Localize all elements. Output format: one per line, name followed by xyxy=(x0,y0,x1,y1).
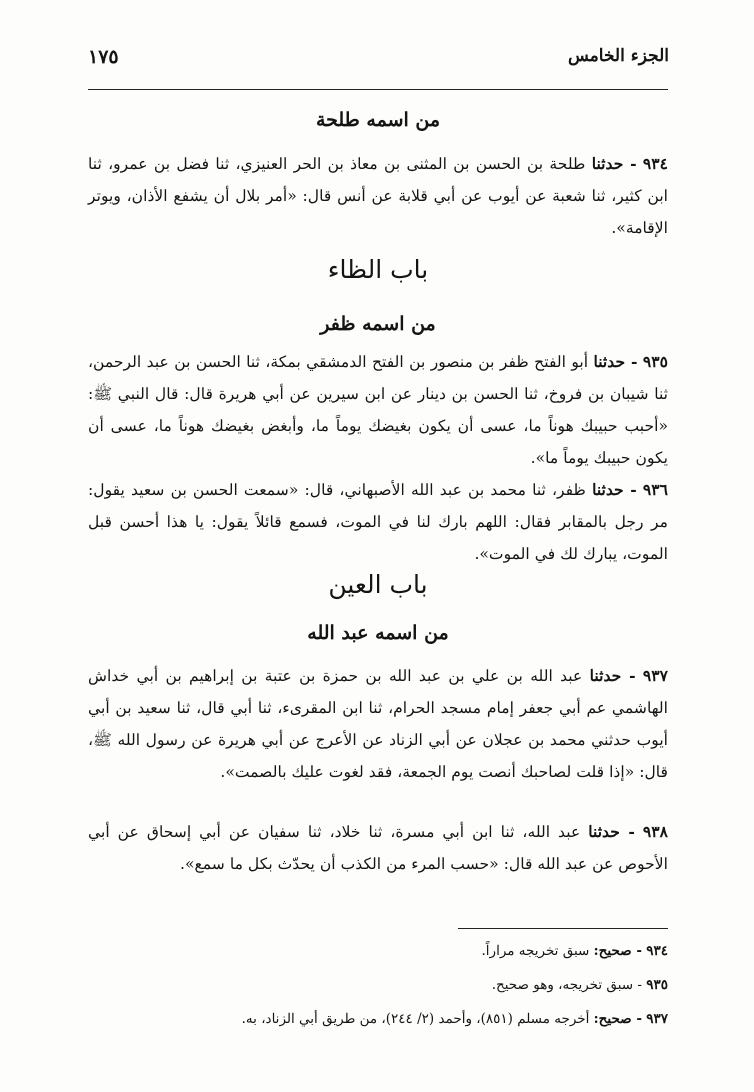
hadith-935: ٩٣٥ - حدثنا أبو الفتح ظفر بن منصور بن الفتح الدمشقي بمكة، ثنا الحسن بن عبد الرحمن، ثنا شيبان بن فروخ، ثنا الحسن بن دينار عن ابن سيرين عن أبي هريرة قال: قال النبي ﷺ: «أحبب حبيبك هوناً ما، عسى أن يكون بغيضك يوماً ما، وأبغض بغيضك هوناً ما، عسى أن يكون حبيبك يوماً ما». xyxy=(88,352,668,467)
hadith-number: ٩٣٨ xyxy=(642,822,668,841)
footnote-text: أخرجه مسلم (٨٥١)، وأحمد (٢/ ٢٤٤)، من طريق أبي الزناد، به. xyxy=(241,1011,590,1027)
footnote-text: سبق تخريجه مراراً. xyxy=(481,943,590,959)
hadith-lead: حدثنا xyxy=(593,352,626,371)
hadith-text: طلحة بن الحسن بن المثنى بن معاذ بن الحر العنيزي، ثنا فضل بن عمرو، ثنا ابن كثير، ثنا شعبة عن أيوب عن أبي قلابة عن أنس قال: «أمر بلال أن يشفع الأذان، ويوتر الإقامة». xyxy=(88,155,668,237)
footnote-number: ٩٣٤ xyxy=(646,943,668,959)
footnote-text: سبق تخريجه، وهو صحيح. xyxy=(491,977,634,993)
hadith-text: عبد الله بن علي بن عبد الله بن حمزة بن عتبة بن إبراهيم بن أبي خداش الهاشمي عم أبي جعفر إمام مسجد الحرام، ثنا ابن المقرىء، ثنا أبي قال، ثنا سعيد بن أبي أيوب حدثني محمد بن عجلان عن أبي الزناد عن الأعرج عن أبي هريرة عن رسول الله ﷺ، قال: «إذا قلت لصاحبك أنصت يوم الجمعة، فقد لغوت عليك بالصمت». xyxy=(88,667,668,781)
header-rule xyxy=(88,89,668,90)
footnote-934: ٩٣٤ - صحيح: سبق تخريجه مراراً. xyxy=(481,943,668,959)
section-heading-zafar: من اسمه ظفر xyxy=(320,313,436,335)
hadith-lead: حدثنا xyxy=(592,480,624,499)
hadith-text: عبد الله، ثنا ابن أبي مسرة، ثنا خلاد، ثنا سفيان عن أبي إسحاق عن أبي الأحوص عن عبد الله قال: «حسب المرء من الكذب أن يحدّث بكل ما سمع». xyxy=(88,823,668,873)
footnote-rule xyxy=(458,928,668,929)
footnote-number: ٩٣٧ xyxy=(646,1011,668,1027)
hadith-lead: حدثنا xyxy=(588,822,620,841)
chapter-heading-ayn: باب العين xyxy=(328,570,428,599)
hadith-number: ٩٣٤ xyxy=(642,154,668,173)
footnote-935: ٩٣٥ - سبق تخريجه، وهو صحيح. xyxy=(491,977,668,993)
hadith-938: ٩٣٨ - حدثنا عبد الله، ثنا ابن أبي مسرة، ثنا خلاد، ثنا سفيان عن أبي إسحاق عن أبي الأحوص عن عبد الله قال: «حسب المرء من الكذب أن يحدّث بكل ما سمع». xyxy=(88,822,668,873)
chapter-heading-taa: باب الظاء xyxy=(327,255,429,284)
page-header xyxy=(88,46,669,80)
footnote-number: ٩٣٥ xyxy=(646,977,668,993)
hadith-text: أبو الفتح ظفر بن منصور بن الفتح الدمشقي بمكة، ثنا الحسن بن عبد الرحمن، ثنا شيبان بن فروخ، ثنا الحسن بن دينار عن ابن سيرين عن أبي هريرة قال: قال النبي ﷺ: «أحبب حبيبك هوناً ما، عسى أن يكون بغيضك يوماً ما، وأبغض بغيضك هوناً ما، عسى أن يكون حبيبك يوماً ما». xyxy=(88,353,668,467)
hadith-number: ٩٣٥ xyxy=(642,352,668,371)
hadith-936: ٩٣٦ - حدثنا ظفر، ثنا محمد بن عبد الله الأصبهاني، قال: «سمعت الحسن بن سعيد يقول: مر رجل بالمقابر فقال: اللهم بارك لنا في الموت، فسمع قائلاً يقول: يا هذا أحسن قبل الموت، يبارك لك في الموت». xyxy=(88,480,669,563)
footnote-label: صحيح: xyxy=(593,943,632,959)
page-number: ١٧٥ xyxy=(88,46,119,68)
hadith-937: ٩٣٧ - حدثنا عبد الله بن علي بن عبد الله بن حمزة بن عتبة بن إبراهيم بن أبي خداش الهاشمي عم أبي جعفر إمام مسجد الحرام، ثنا ابن المقرىء، ثنا أبي قال، ثنا سعيد بن أبي أيوب حدثني محمد بن عجلان عن أبي الزناد عن الأعرج عن أبي هريرة عن رسول الله ﷺ، قال: «إذا قلت لصاحبك أنصت يوم الجمعة، فقد لغوت عليك بالصمت». xyxy=(88,666,669,781)
hadith-lead: حدثنا xyxy=(591,154,624,173)
running-title: الجزء الخامس xyxy=(567,46,669,66)
hadith-number: ٩٣٦ xyxy=(642,480,669,499)
hadith-934: ٩٣٤ - حدثنا طلحة بن الحسن بن المثنى بن معاذ بن الحر العنيزي، ثنا فضل بن عمرو، ثنا ابن كثير، ثنا شعبة عن أيوب عن أبي قلابة عن أنس قال: «أمر بلال أن يشفع الأذان، ويوتر الإقامة». xyxy=(88,154,668,237)
footnote-937: ٩٣٧ - صحيح: أخرجه مسلم (٨٥١)، وأحمد (٢/ ٢٤٤)، من طريق أبي الزناد، به. xyxy=(241,1011,668,1027)
section-heading-talha: من اسمه طلحة xyxy=(315,109,441,131)
hadith-lead: حدثنا xyxy=(589,666,622,685)
hadith-number: ٩٣٧ xyxy=(642,666,669,685)
footnote-label: صحيح: xyxy=(593,1011,632,1027)
hadith-text: ظفر، ثنا محمد بن عبد الله الأصبهاني، قال: «سمعت الحسن بن سعيد يقول: مر رجل بالمقابر فقال: اللهم بارك لنا في الموت، فسمع قائلاً يقول: يا هذا أحسن قبل الموت، يبارك لك في الموت». xyxy=(88,481,668,563)
section-heading-abdullah: من اسمه عبد الله xyxy=(307,622,449,644)
